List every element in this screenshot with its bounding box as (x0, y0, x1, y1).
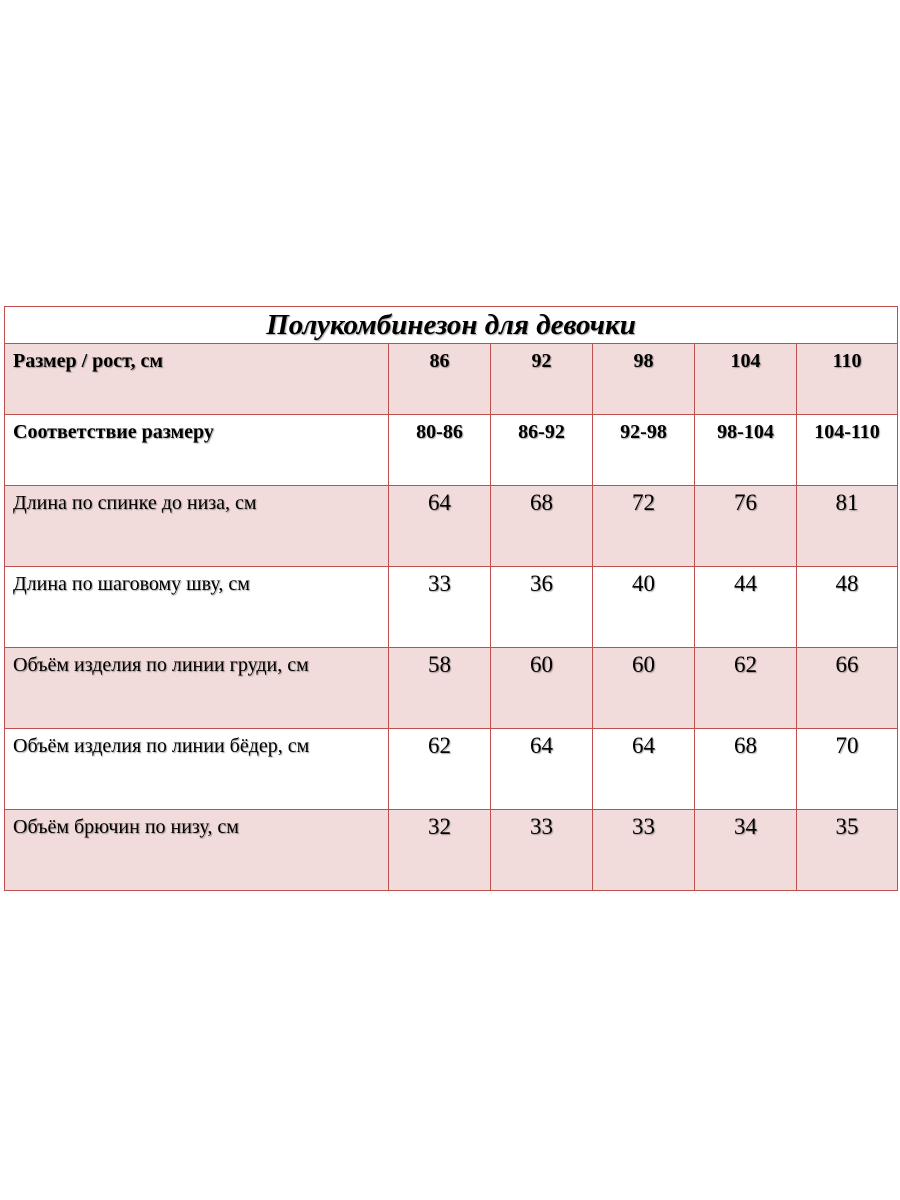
table-cell: 98-104 (695, 415, 797, 486)
table-cell: 98 (593, 344, 695, 415)
row-label: Объём изделия по линии груди, см (5, 648, 389, 729)
table-cell: 64 (389, 486, 491, 567)
table-cell: 92 (491, 344, 593, 415)
row-label: Длина по спинке до низа, см (5, 486, 389, 567)
table-cell: 70 (797, 729, 898, 810)
table-cell: 68 (491, 486, 593, 567)
row-label: Длина по шаговому шву, см (5, 567, 389, 648)
table-cell: 64 (593, 729, 695, 810)
table-cell: 80-86 (389, 415, 491, 486)
table-cell: 86 (389, 344, 491, 415)
size-chart-table (4, 306, 898, 891)
table-cell: 60 (491, 648, 593, 729)
table-row (5, 344, 898, 415)
table-cell: 86-92 (491, 415, 593, 486)
title-row (5, 307, 898, 344)
table-row (5, 648, 898, 729)
table-cell: 32 (389, 810, 491, 891)
table-cell: 81 (797, 486, 898, 567)
table-cell: 66 (797, 648, 898, 729)
table-cell: 36 (491, 567, 593, 648)
table-cell: 58 (389, 648, 491, 729)
table-row (5, 415, 898, 486)
table-cell: 33 (491, 810, 593, 891)
table-cell: 60 (593, 648, 695, 729)
table-cell: 76 (695, 486, 797, 567)
table-cell: 33 (593, 810, 695, 891)
table-cell: 62 (389, 729, 491, 810)
table-title: Полукомбинезон для девочки (5, 307, 898, 344)
table-cell: 62 (695, 648, 797, 729)
table-cell: 92-98 (593, 415, 695, 486)
table-cell: 48 (797, 567, 898, 648)
row-label: Размер / рост, см (5, 344, 389, 415)
row-label: Соответствие размеру (5, 415, 389, 486)
table-row (5, 729, 898, 810)
table-cell: 72 (593, 486, 695, 567)
table-row (5, 810, 898, 891)
table-row (5, 567, 898, 648)
table-cell: 68 (695, 729, 797, 810)
table-cell: 33 (389, 567, 491, 648)
row-label: Объём брючин по низу, см (5, 810, 389, 891)
table-row (5, 486, 898, 567)
table-cell: 34 (695, 810, 797, 891)
table-cell: 40 (593, 567, 695, 648)
table-cell: 64 (491, 729, 593, 810)
table-cell: 104 (695, 344, 797, 415)
row-label: Объём изделия по линии бёдер, см (5, 729, 389, 810)
table-cell: 44 (695, 567, 797, 648)
table-cell: 35 (797, 810, 898, 891)
table-cell: 104-110 (797, 415, 898, 486)
table-cell: 110 (797, 344, 898, 415)
